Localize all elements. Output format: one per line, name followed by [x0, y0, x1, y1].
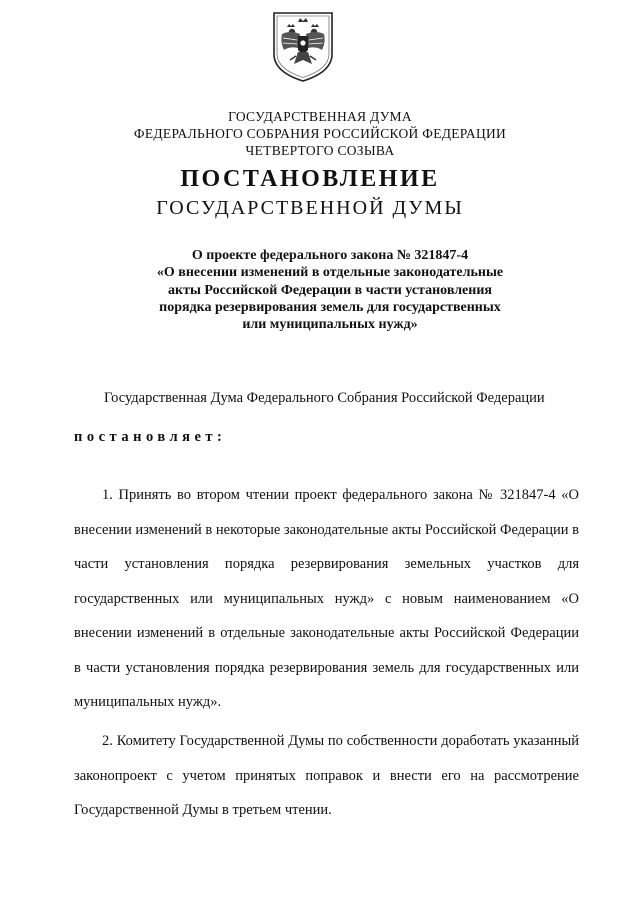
- decree-word: постановляет:: [74, 429, 227, 445]
- org-line-1: ГОСУДАРСТВЕННАЯ ДУМА: [228, 109, 412, 124]
- document-title: ПОСТАНОВЛЕНИЕ: [180, 166, 440, 192]
- document-subject: [0, 247, 640, 333]
- preamble: Государственная Дума Федерального Собрания Российской Федерации: [104, 390, 545, 406]
- paragraph-2: 2. Комитету Государственной Думы по собственности доработать указанный законопроект с учетом принятых поправок и внести его на рассмотрение Государственной Думы в третьем чтении.: [74, 733, 579, 818]
- document-subtitle: ГОСУДАРСТВЕННОЙ ДУМЫ: [156, 197, 464, 219]
- subject-line-3: акты Российской Федерации в части установления: [168, 282, 492, 298]
- subject-line-1: О проекте федерального закона № 321847-4: [191, 248, 469, 263]
- org-line-3: ЧЕТВЕРТОГО СОЗЫВА: [245, 143, 395, 158]
- double-headed-eagle-icon: [270, 10, 336, 84]
- subject-line-2: «О внесении изменений в отдельные законодательные: [156, 265, 504, 281]
- coat-of-arms-emblem: [270, 10, 336, 84]
- subject-line-5: или муниципальных нужд»: [242, 317, 418, 333]
- org-line-2: ФЕДЕРАЛЬНОГО СОБРАНИЯ РОССИЙСКОЙ ФЕДЕРАЦИИ: [133, 126, 507, 141]
- subject-line-4: порядка резервирования земель для государственных: [159, 299, 501, 315]
- issuing-authority: [0, 108, 640, 159]
- paragraph-1: 1. Принять во втором чтении проект федерального закона № 321847-4 «О внесении изменений в некоторые законодательные акты Российской Федерации в части установления порядка резервирования земельных участков для государственных или муниципальных нужд» с новым наименованием «О внесении изменений в отдельные законодательные акты Российской Федерации в части установления порядка резервирования земель для государственных или муниципальных нужд».: [74, 487, 579, 710]
